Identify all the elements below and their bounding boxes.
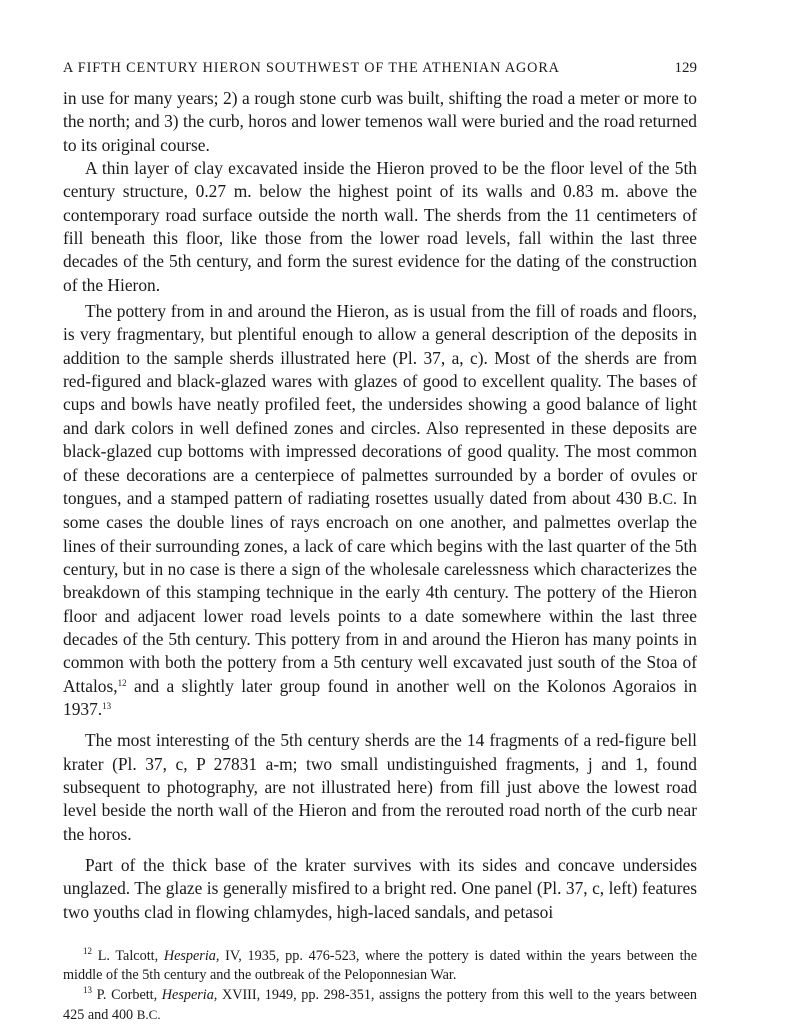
bc-abbrev: B.C. xyxy=(647,490,677,508)
footnote-13-text: XVIII, 1949, pp. 298-351, assigns the pottery from this well to the years between 425 and 400 xyxy=(63,987,698,1024)
footnote-12-author: L. Talcott, xyxy=(97,948,159,965)
body-text xyxy=(63,87,697,924)
footnotes xyxy=(63,947,697,1025)
footnote-13 xyxy=(63,986,697,1025)
paragraph-3-part-c: and a slightly later group found in another well on the Kolonos Agoraios in 1937. xyxy=(63,675,697,719)
paragraph-3-part-b: In some cases the double lines of rays encroach on one another, and palmettes overlap the lines of their surrounding zones, a lack of care which begins with the last quarter of the 5th century, but in no case is there a sign of the wholesale carelessness which characterizes the breakdown of this stamping technique in the early 4th century. The pottery of the Hieron floor and adjacent lower road levels points to a date somewhere within the last three decades of the 5th century. This pottery from in and around the Hieron has many points in common with both the pottery from a 5th century well excavated just south of the Stoa of Attalos, xyxy=(63,487,697,696)
footnote-13-bc: B.C. xyxy=(136,1007,161,1023)
footnote-12-journal: Hesperia, xyxy=(163,948,220,965)
footnote-13-author: P. Corbett, xyxy=(96,987,158,1004)
footnote-ref-12: 12 xyxy=(117,677,127,688)
paragraph-4: The most interesting of the 5th century sherds are the 14 fragments of a red-figure bell krater (Pl. 37, c, P 27831 a-m; two small undistinguished fragments, j and 1, found subsequent to photography, are not illustrated here) from fill just above the lowest road level beside the north wall of the Hieron and from the rerouted road north of the curb near the horos. xyxy=(63,730,697,844)
paragraph-3-part-a: The pottery from in and around the Hieron, as is usual from the fill of roads and floors, is very fragmentary, but plentiful enough to allow a general description of the deposits in addition to the sample sherds illustrated here (Pl. 37, a, c). Most of the sherds are from red-figured and black-glazed wares with glazes of good to excellent quality. The bases of cups and bowls have neatly profiled feet, the undersides showing a good balance of light and dark colors in well defined zones and circles. Also represented in these deposits are black-glazed cup bottoms with impressed decorations of good quality. The most common of these decorations are a centerpiece of palmettes surrounded by a border of ovules or tongues, and a stamped pattern of radiating rosettes usually dated from about 430 xyxy=(63,301,697,508)
page-number: 129 xyxy=(674,60,697,76)
running-title: A FIFTH CENTURY HIERON SOUTHWEST OF THE ATHENIAN AGORA xyxy=(63,60,560,76)
paragraph-5: Part of the thick base of the krater survives with its sides and concave undersides unglazed. The glaze is generally misfired to a bright red. One panel (Pl. 37, c, left) features two youths clad in flowing chlamydes, high-laced sandals, and petasoi xyxy=(63,855,697,922)
paragraph-2: A thin layer of clay excavated inside the Hieron proved to be the floor level of the 5th century structure, 0.27 m. below the highest point of its walls and 0.83 m. above the contemporary road surface outside the north wall. The sherds from the 11 centimeters of fill beneath this floor, like those from the lower road levels, fall within the last three decades of the 5th century, and form the surest evidence for the dating of the construction of the Hieron. xyxy=(63,158,697,295)
paragraph-1: in use for many years; 2) a rough stone curb was built, shifting the road a meter or more to the north; and 3) the curb, horos and lower temenos wall were buried and the road returned to its original course. xyxy=(63,88,697,155)
footnote-13-journal: Hesperia, xyxy=(161,987,218,1004)
footnote-13-number: 13 xyxy=(83,985,92,996)
footnote-12-number: 12 xyxy=(83,946,92,957)
paragraph-3 xyxy=(63,300,697,721)
footnote-12 xyxy=(63,947,697,985)
document-page xyxy=(63,60,697,1025)
footnote-12-text: IV, 1935, pp. 476-523, where the pottery is dated within the years between the middle of the 5th century and the outbreak of the Peloponnesian War. xyxy=(63,948,698,984)
running-header xyxy=(63,60,697,77)
footnote-ref-13: 13 xyxy=(102,700,112,711)
